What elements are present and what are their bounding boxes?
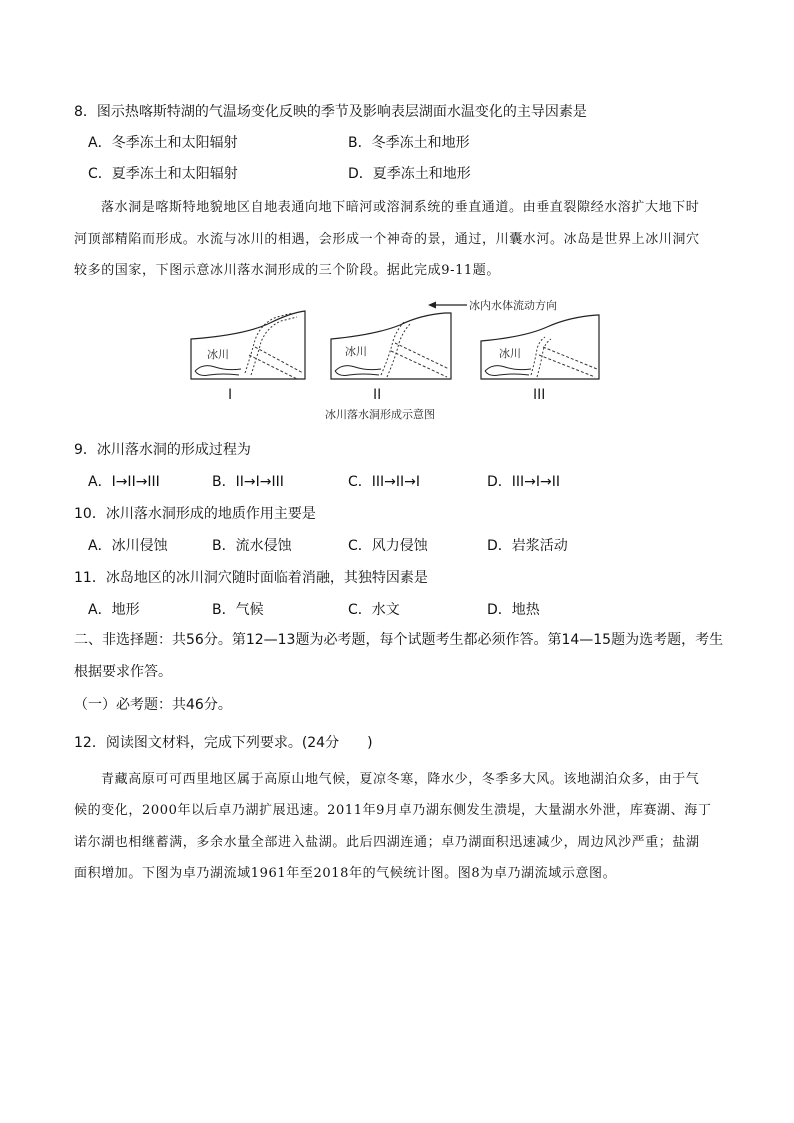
passage2-line-4: 面积增加。下图为卓乃湖流域1961年至2018年的气候统计图。图8为卓乃湖流域示意图。	[74, 866, 617, 881]
q9-option-a: A．I→II→III	[88, 474, 160, 490]
stage-1-glacier-label: 冰川	[207, 348, 229, 361]
glacier-sinkhole-figure	[185, 295, 615, 425]
stage-1-panel	[191, 311, 305, 403]
q11-option-d: D．地热	[487, 602, 540, 618]
section2-line-2: 根据要求作答。	[74, 664, 172, 680]
section2-line-1: 二、非选择题：共56分。第12—13题为必考题，每个试题考生都必须作答。第14—15题为选考题，考生	[74, 632, 724, 648]
q8-option-a: A．冬季冻土和太阳辐射	[88, 135, 238, 151]
q11-option-c: C．水文	[348, 602, 400, 618]
q8-option-c: C．夏季冻土和太阳辐射	[88, 166, 238, 182]
q9-stem: 9．冰川落水洞的形成过程为	[74, 442, 251, 458]
q8-option-d: D．夏季冻土和地形	[348, 166, 471, 182]
q11-stem: 11．冰岛地区的冰川洞穴随时面临着消融，其独特因素是	[74, 570, 428, 586]
passage2-line-2: 候的变化，2000年以后卓乃湖扩展迅速。2011年9月卓乃湖东侧发生溃堤，大量湖水外泄，库赛湖、海丁	[74, 803, 712, 818]
stage-1-glacier-outline	[191, 311, 305, 379]
stage-2-panel	[331, 313, 451, 403]
stage-3-panel	[481, 315, 599, 403]
passage1-line-1: 落水洞是喀斯特地貌地区自地表通向地下暗河或溶洞系统的垂直通道。由垂直裂隙经水溶扩大地下时	[101, 200, 700, 215]
q8-stem: 8．图示热喀斯特湖的气温场变化反映的季节及影响表层湖面水温变化的主导因素是	[74, 104, 587, 120]
q12-stem: 12．阅读图文材料，完成下列要求。(24分 )	[74, 735, 373, 751]
q10-stem: 10．冰川落水洞形成的地质作用主要是	[74, 506, 316, 522]
q8-option-b: B．冬季冻土和地形	[348, 135, 470, 151]
stage-2-numeral: II	[373, 387, 382, 403]
passage1-line-3: 较多的国家，下图示意冰川落水洞形成的三个阶段。据此完成9-11题。	[74, 263, 501, 278]
q9-option-d: D．III→I→II	[487, 474, 561, 490]
q9-option-c: C．III→II→I	[348, 474, 421, 490]
stage-1-numeral: I	[228, 387, 233, 403]
figure-caption: 冰川落水洞形成示意图	[325, 408, 435, 421]
passage1-line-2: 河顶部精陷而形成。水流与冰川的相遇，会形成一个神奇的景，通过，川囊水河。冰岛是世界上冰川洞穴	[74, 232, 700, 247]
q10-option-d: D．岩浆活动	[487, 538, 568, 554]
q10-option-c: C．风力侵蚀	[348, 538, 428, 554]
flow-direction-label: 冰内水体流动方向	[469, 299, 557, 312]
flow-direction-arrowhead	[428, 302, 436, 309]
passage2-line-1: 青藏高原可可西里地区属于高原山地气候，夏凉冬寒，降水少，冬季多大风。该地湖泊众多，由于气	[101, 772, 700, 787]
q11-option-a: A．地形	[88, 602, 140, 618]
q11-option-b: B．气候	[212, 602, 264, 618]
stage-3-glacier-label: 冰川	[499, 347, 521, 360]
q9-option-b: B．II→I→III	[212, 474, 284, 490]
section2-subheading: （一）必考题：共46分。	[74, 697, 232, 713]
stage-2-glacier-label: 冰川	[345, 345, 367, 358]
stage-3-numeral: III	[533, 387, 546, 403]
q10-option-b: B．流水侵蚀	[212, 538, 292, 554]
q10-option-a: A．冰川侵蚀	[88, 538, 168, 554]
passage2-line-3: 诺尔湖也相继蓄满，多余水量全部进入盐湖。此后四湖连通；卓乃湖面积迅速减少，周边风沙严重；盐湖	[74, 835, 700, 850]
